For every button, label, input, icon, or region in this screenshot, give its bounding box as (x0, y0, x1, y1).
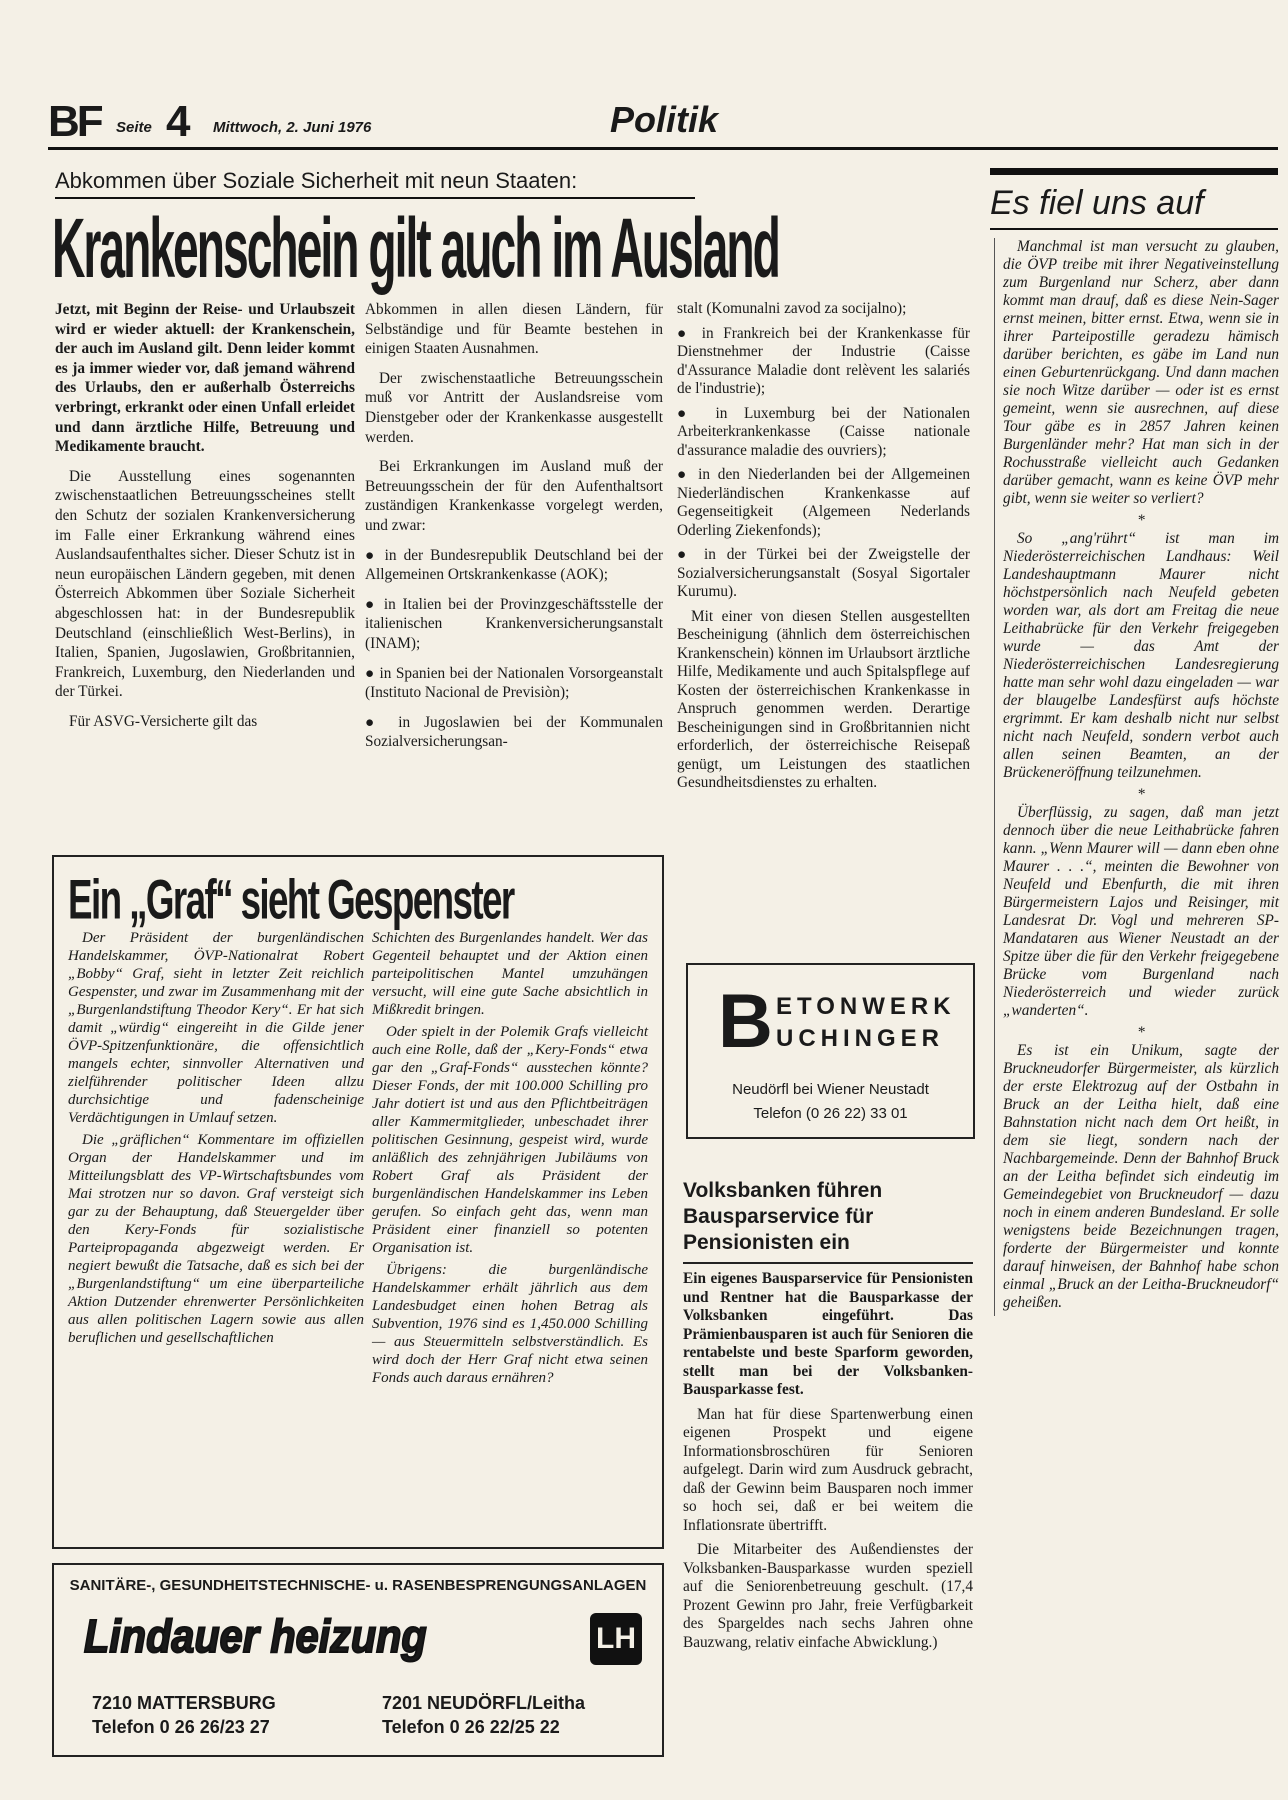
ad-phone-right: Telefon 0 26 22/25 22 (382, 1717, 560, 1737)
paragraph: Überflüssig, zu sagen, daß man jetzt dennoch über die neue Leithabrücke fahren kann. „Wenn Maurer will — dann eben ohne Maurer . . .“, meinten die Bewohner von Neufeld und Ebenfurth, die mit ihren Bürgermeistern Lajos und Reisinger, mit Landesrat Dr. Vogl und mehreren SP-Mandataren aus Wiener Neustadt an der Spitze über die für den Verkehr freigegebene Brücke vom Burgenland nach Niederösterreich und wieder zurück „wanderten“. (1003, 804, 1279, 1019)
paragraph: Für ASVG-Versicherte gilt das (69, 712, 258, 730)
sidebar-rule (990, 168, 1278, 175)
paragraph: Mit einer von diesen Stellen ausgestellten Bescheinigung (ähnlich dem österreichischen Krankenschein) können im Urlaubsort ärztliche Hilfe, Medikamente und auch Spitalspflege auf Kosten der österreichischen Krankenkasse in Anspruch genommen werden. Derartige Bescheinigungen sind in Großbritannien nicht erforderlich, der österreichische Reisepaß genügt, um Leistungen des staatlichen Gesundheitsdienstes zu erhalten. (677, 607, 970, 791)
separator: * (1137, 786, 1145, 803)
volksbank-headline: Volksbanken führen Bausparservice für Pensionisten ein (683, 1179, 883, 1254)
article-column-3 (677, 300, 970, 793)
lindauer-logo: Lindauer heizung (84, 1610, 427, 1662)
paragraph: Man hat für diese Spartenwerbung einen eigenen Prospekt und eigene Informationsbroschüren für Senioren aufgelegt. Darin wird zum Ausdruck gebracht, daß der Gewinn beim Bausparen noch immer so hoch sei, daß er bei weitem die Inflationsrate übertrifft. (683, 1405, 973, 1534)
sidebar-body (994, 238, 1279, 1316)
list-item: ● in Luxemburg bei der Nationalen Arbeiterkrankenkasse (Caisse nationale d'assurance maladie des ouvriers); (677, 404, 970, 459)
article-column-1 (55, 300, 355, 741)
paragraph: Übrigens: die burgenländische Handelskammer erhält jährlich aus dem Landesbudget einen hohen Betrag als Subvention, 1976 sind es 1,450.000 Schilling — aus Steuermitteln selbstverständlich. Es wird doch der Herr Graf nicht etwa seinen Fonds auch daraus ernähren? (372, 1262, 648, 1386)
paragraph: Bei Erkrankungen im Ausland muß der Betreuungsschein der für den Aufenthaltsort zuständigen Krankenkasse vorgelegt werden, und zwar: (365, 458, 663, 534)
ad-phone: Telefon (0 26 22) 33 01 (753, 1105, 908, 1122)
paragraph: stalt (Komunalni zavod za socijalno); (677, 300, 907, 317)
list-item: ● in der Bundesrepublik Deutschland bei der Allgemeinen Ortskrankenkasse (AOK); (365, 546, 663, 584)
graf-column-2 (372, 929, 648, 1391)
ad-brand-line1: ETONWERK (776, 993, 956, 1020)
lindauer-ad (52, 1563, 664, 1757)
paragraph: Die Mitarbeiter des Außendienstes der Volksbanken-Bausparkasse wurden speziell auf die Seniorenbetreuung geschult. (17,4 Prozent Gewinn pro Jahr, freie Verfügbarkeit des Spargeldes nach sechs Jahren ohne Bauzwang, relativ einfache Abwicklung.) (683, 1541, 973, 1651)
paragraph: Manchmal ist man versucht zu glauben, die ÖVP treibe mit ihrer Negativeinstellung zum Burgenland nur Scherz, aber dann kommt man drauf, daß es diese Nein-Sager ernst meinen, bitter ernst. Etwa, wenn sie in ihrer Parteipostille geradezu hämisch darüber berichten, es gäbe im Land nun einen Geburtenrückgang. Und dann machen sie noch Witze darüber — oder ist es ernst gemeint, wenn sie ausrechnen, auf diese Tour gäbe es in 2857 Jahren keinen Burgenländer mehr? Hat man sich in der Rochusstraße vielleicht auch Gedanken darüber gemacht, wann es keine ÖVP mehr gibt, wenn sie weiter so verliert? (1003, 238, 1279, 507)
list-item: ● in Spanien bei der Nationalen Vorsorgeanstalt (Instituto Nacional de Previsiòn); (365, 664, 663, 702)
page-label: Seite (116, 119, 152, 136)
list-item: ● in Italien bei der Provinzgeschäftsstelle der italienischen Krankenversicherungsanstalt (INAM); (365, 595, 663, 652)
ad-address-left: 7210 MATTERSBURG (92, 1693, 276, 1713)
paragraph: Die „gräflichen“ Kommentare im offiziellen Organ der Handelskammer und im Mitteilungsblatt des VP-Wirtschaftsbundes vom Mai strotzen nur so davon. Graf versteigt sich gar zu der Behauptung, daß Steuergelder über den Kery-Fonds für sozialistische Parteipropaganda abgezweigt werden. Er negiert bewußt die Tatsache, daß es sich bei der „Burgenlandstiftung“ um eine überparteiliche Aktion Dutzender ehrenwerter Persönlichkeiten aus allen politischen Lagern sowie aus allen beruflichen und gesellschaftlichen (68, 1132, 364, 1346)
ad-tagline: SANITÄRE-, GESUNDHEITSTECHNISCHE- u. RASENBESPRENGUNGSANLAGEN (69, 1577, 647, 1594)
graf-article-box (52, 855, 664, 1549)
paragraph: Abkommen in allen diesen Ländern, für Selbständige und für Beamte bestehen in einigen Staaten Ausnahmen. (365, 301, 663, 358)
section-title: Politik (610, 99, 719, 140)
paragraph: Ein eigenes Bausparservice für Pensionisten und Rentner hat die Bausparkasse der Volksbanken eingeführt. Das Prämienbausparen ist auch für Senioren die rentabelste und beste Sparform geworden, stellt man bei der Volksbanken-Bausparkasse fest. (683, 1270, 973, 1398)
article-column-2 (365, 300, 663, 762)
ad-phone-left: Telefon 0 26 26/23 27 (92, 1717, 270, 1737)
list-item: ● in den Niederlanden bei der Allgemeinen Niederländischen Krankenkasse auf Gegenseitigkeit (Algemeen Nederlands Oderling Ziekenfonds); (677, 466, 970, 539)
paragraph: Oder spielt in der Polemik Grafs vielleicht auch eine Rolle, daß der „Kery-Fonds“ etwa gar den „Graf-Fonds“ ausstechen könnte? Dieser Fonds, der mit 100.000 Schilling pro Jahr dotiert ist und aus den Pflichtbeiträgen aller Kammermitglieder, unbeschadet ihrer politischen Gesinnung, gespeist wird, wurde anläßlich des zehnjährigen Jubiläums von Robert Graf als Präsident der burgenländischen Handelskammer ins Leben gerufen. So einfach geht das, wenn man Präsident einer finanziell so potenten Organisation ist. (372, 1024, 648, 1256)
article-kicker: Abkommen über Soziale Sicherheit mit neun Staaten: (55, 168, 695, 199)
graf-headline: Ein „Graf“ sieht Gespenster (68, 868, 514, 931)
paragraph: Der zwischenstaatliche Betreuungsschein muß vor Antritt der Auslandsreise vom Dienstgeber oder der Krankenkasse ausgestellt werden. (365, 369, 663, 446)
issue-date: Mittwoch, 2. Juni 1976 (213, 119, 372, 136)
ad-brand-line2: UCHINGER (776, 1025, 945, 1052)
newspaper-logo: BF (48, 97, 101, 146)
ad-address: Neudörfl bei Wiener Neustadt (732, 1081, 929, 1098)
paragraph: Es ist ein Unikum, sagte der Bruckneudorfer Bürgermeister, als kürzlich der erste Elektrozug auf der Ostbahn in Bruck an der Leitha hielt, daß eine Bahnstation nicht nach dem Ort heißt, in dem sie liegt, sondern nach der Nachbargemeinde. Denn der Bahnhof Bruck an der Leitha befindet sich eindeutig im Gemeindegebiet von Bruckneudorf — dazu noch in einem anderen Bundesland. Er solle wenigstens beide Bezeichnungen tragen, forderte der Bürgermeister und konnte darauf hinweisen, der Bahnhof habe schon einmal „Bruck an der Leitha-Bruckneudorf“ geheißen. (1003, 1042, 1279, 1311)
lindauer-logo-mark: LH (590, 1613, 642, 1665)
paragraph: Jetzt, mit Beginn der Reise- und Urlaubszeit wird er wieder aktuell: der Krankenschein, der auch im Ausland gilt. Denn leider kommt es ja immer wieder vor, daß jemand während des Urlaubs, den er außerhalb Österreichs verbringt, erkrankt oder einen Unfall erleidet und dann ärztliche Hilfe, Betreuung und Medikamente braucht. (55, 301, 355, 456)
page-number: 4 (166, 97, 191, 146)
paragraph: Schichten des Burgenlandes handelt. Wer das Gegenteil behauptet und der Aktion einen parteipolitischen Mantel umzuhängen versucht, will eine gute Sache absichtlich in Mißkredit bringen. (372, 930, 648, 1018)
sidebar-title: Es fiel uns auf (990, 184, 1204, 222)
page-header (48, 95, 1278, 150)
list-item: ● in Frankreich bei der Krankenkasse für Dienstnehmer der Industrie (Caisse d'Assurance Maladie dont relèvent les salariés de l'industrie); (677, 324, 970, 397)
ad-initial: B (718, 979, 773, 1064)
article-headline: Krankenschein gilt auch im Ausland (52, 201, 779, 295)
list-item: ● in Jugoslawien bei der Kommunalen Sozialversicherungsan- (365, 713, 663, 751)
paragraph: Die Ausstellung eines sogenannten zwischenstaatlichen Betreuungsscheines stellt den Schutz der sozialen Krankenversicherung im Falle einer Erkrankung während eines Auslandsaufenthaltes sicher. Dieser Schutz ist in neun europäischen Ländern gegeben, mit denen Österreich Abkommen über Soziale Sicherheit abgeschlossen hat: in der Bundesrepublik Deutschland (einschließlich West-Berlins), in Italien, Spanien, Jugoslawien, Großbritannien, Frankreich, Luxemburg, den Niederlanden und der Türkei. (55, 467, 355, 701)
ad-address-right: 7201 NEUDÖRFL/Leitha (382, 1693, 586, 1713)
list-item: ● in der Türkei bei der Zweigstelle der Sozialversicherungsanstalt (Sosyal Sigortaler Kurumu). (677, 546, 970, 600)
graf-column-1 (68, 929, 364, 1351)
separator: * (1137, 1024, 1145, 1041)
paragraph: So „ang'rührt“ ist man im Niederösterreichischen Landhaus: Weil Landeshauptmann Maurer nicht höchstpersönlich nach Neufeld gebeten worden war, als dort am Freitag die neue Leithabrücke für den Verkehr freigegeben wurde — das Amt der Niederösterreichischen Landesregierung hatte man sehr wohl dazu eingeladen — war der blaugelbe Landesfürst aufs höchste ergrimmt. Er kam deshalb nicht nur selbst nicht nach Neufeld, sondern verbot auch allen seinen Beamten, an der Brückeneröffnung teilzunehmen. (1003, 530, 1279, 781)
paragraph: Der Präsident der burgenländischen Handelskammer, ÖVP-Nationalrat Robert „Bobby“ Graf, sieht in letzter Zeit reichlich Gespenster, und zwar im Zusammenhang mit der „Burgenlandstiftung Theodor Kery“. Er hat sich damit „würdig“ eingereiht in die Gilde jener ÖVP-Spitzenfunktionäre, die offensichtlich mangels echter, sinnvoller Alternativen und zielführender politischer Ideen allzu durchsichtige und fadenscheinige Verdächtigungen in Umlauf setzen. (68, 930, 364, 1126)
divider (990, 228, 1278, 230)
betonwerk-ad (686, 963, 975, 1139)
divider (683, 1262, 973, 1264)
separator: * (1137, 512, 1145, 529)
volksbank-body (683, 1270, 973, 1652)
